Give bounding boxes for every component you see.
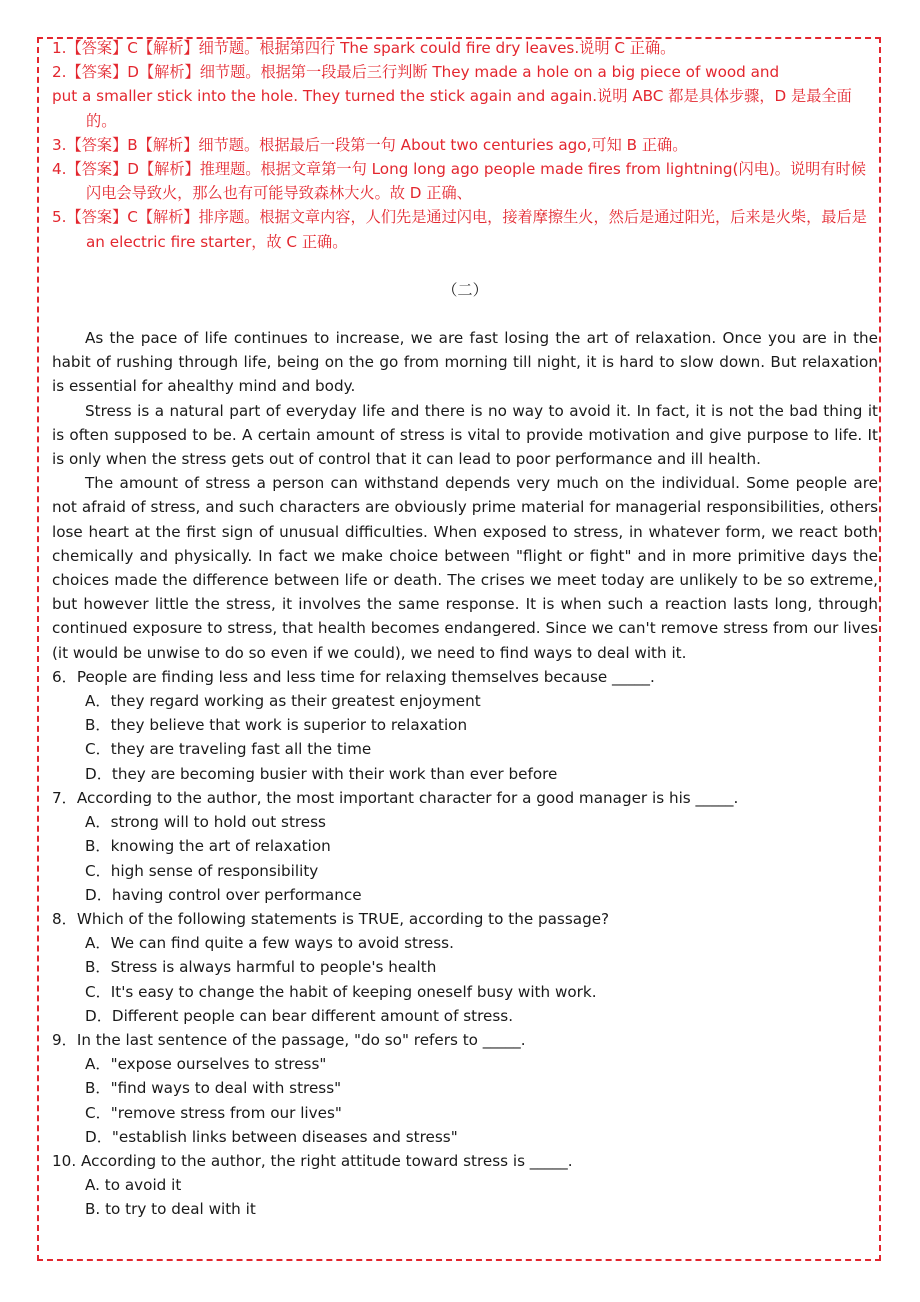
answer-option: A．We can find quite a few ways to avoid stress.	[85, 934, 454, 953]
answer-option: B．"find ways to deal with stress"	[85, 1079, 342, 1098]
document-content	[52, 36, 878, 1222]
answer-option: A．strong will to hold out stress	[85, 813, 326, 832]
answer-option: B．they believe that work is superior to relaxation	[85, 716, 468, 735]
answer-item: 3.【答案】B【解析】细节题。根据最后一段第一句 About two centuries ago,可知 B 正确。	[52, 135, 688, 154]
question-stem: 6．People are finding less and less time for relaxing themselves because _____.	[52, 667, 655, 686]
passage-paragraph: Stress is a natural part of everyday life and there is no way to avoid it. In fact, it is not the bad thing it is often supposed to be. A certain amount of stress is vital to provide motivation and give purpose to life. It is only when the stress gets out of control that it can lead to poor performance and ill health.	[52, 401, 878, 469]
answer-option: D．having control over performance	[85, 885, 362, 904]
answer-option: A．they regard working as their greatest enjoyment	[85, 692, 481, 711]
question	[52, 1028, 878, 1149]
question-list	[52, 665, 878, 1222]
question	[52, 665, 878, 786]
question	[52, 907, 878, 1028]
answer-option: C．It's easy to change the habit of keeping oneself busy with work.	[85, 982, 597, 1001]
answer-option: A．"expose ourselves to stress"	[85, 1055, 327, 1074]
reading-passage	[52, 326, 878, 665]
question-stem: 7．According to the author, the most important character for a good manager is his _____.	[52, 788, 739, 807]
answer-option: C．high sense of responsibility	[85, 861, 319, 880]
answer-option: D．Different people can bear different amount of stress.	[85, 1006, 514, 1025]
answer-option: D．"establish links between diseases and stress"	[85, 1127, 458, 1146]
answer-option: B．Stress is always harmful to people's health	[85, 958, 437, 977]
passage-paragraph: As the pace of life continues to increase, we are fast losing the art of relaxation. Once you are in the habit of rushing through life, being on the go from morning till night, it is hard to slow down. But relaxation is essential for ahealthy mind and body.	[52, 329, 878, 396]
section-title: （二）	[442, 280, 488, 299]
answer-option: D．they are becoming busier with their work than ever before	[85, 764, 558, 783]
answer-option: C．they are traveling fast all the time	[85, 740, 372, 759]
answer-item: 2.【答案】D【解析】细节题。根据第一段最后三行判断 They made a hole on a big piece of wood and	[52, 63, 780, 82]
question-stem: 8．Which of the following statements is TRUE, according to the passage?	[52, 909, 610, 928]
answer-option: C．"remove stress from our lives"	[85, 1103, 342, 1122]
question-stem: 9．In the last sentence of the passage, "do so" refers to _____.	[52, 1030, 526, 1049]
answer-item-continuation: put a smaller stick into the hole. They turned the stick again and again.说明 ABC 都是具体步骤，D 是最全面的。	[52, 87, 852, 130]
answer-option: B．knowing the art of relaxation	[85, 837, 331, 856]
answer-key	[52, 36, 878, 254]
question	[52, 1149, 878, 1222]
answer-item: 1.【答案】C【解析】细节题。根据第四行 The spark could fire dry leaves.说明 C 正确。	[52, 39, 676, 57]
question-stem: 10. According to the author, the right attitude toward stress is _____.	[52, 1151, 573, 1170]
passage-paragraph: The amount of stress a person can withstand depends very much on the individual. Some people are not afraid of stress, and such characters are obviously prime material for managerial responsibilities, others lose heart at the first sign of unusual difficulties. When exposed to stress, in whatever form, we react both chemically and physically. In fact we make choice between "flight or fight" and in more primitive days the choices made the difference between life or death. The crises we meet today are unlikely to be so extreme, but however little the stress, it involves the same response. It is when such a reaction lasts long, through continued exposure to stress, that health becomes endangered. Since we can't remove stress from our lives (it would be unwise to do so even if we could), we need to find ways to deal with it.	[52, 474, 878, 662]
answer-option: A. to avoid it	[85, 1176, 182, 1195]
question	[52, 786, 878, 907]
answer-item: 4.【答案】D【解析】推理题。根据文章第一句 Long long ago people made fires from lightning(闪电)。说明有时候闪电会导致火，那么也有可能导致森林大火。故 D 正确、	[52, 160, 866, 203]
answer-item: 5.【答案】C【解析】排序题。根据文章内容，人们先是通过闪电，接着摩擦生火，然后是通过阳光，后来是火柴，最后是 an electric fire starter，故 C 正确。	[52, 208, 867, 251]
answer-option: B. to try to deal with it	[85, 1200, 256, 1219]
